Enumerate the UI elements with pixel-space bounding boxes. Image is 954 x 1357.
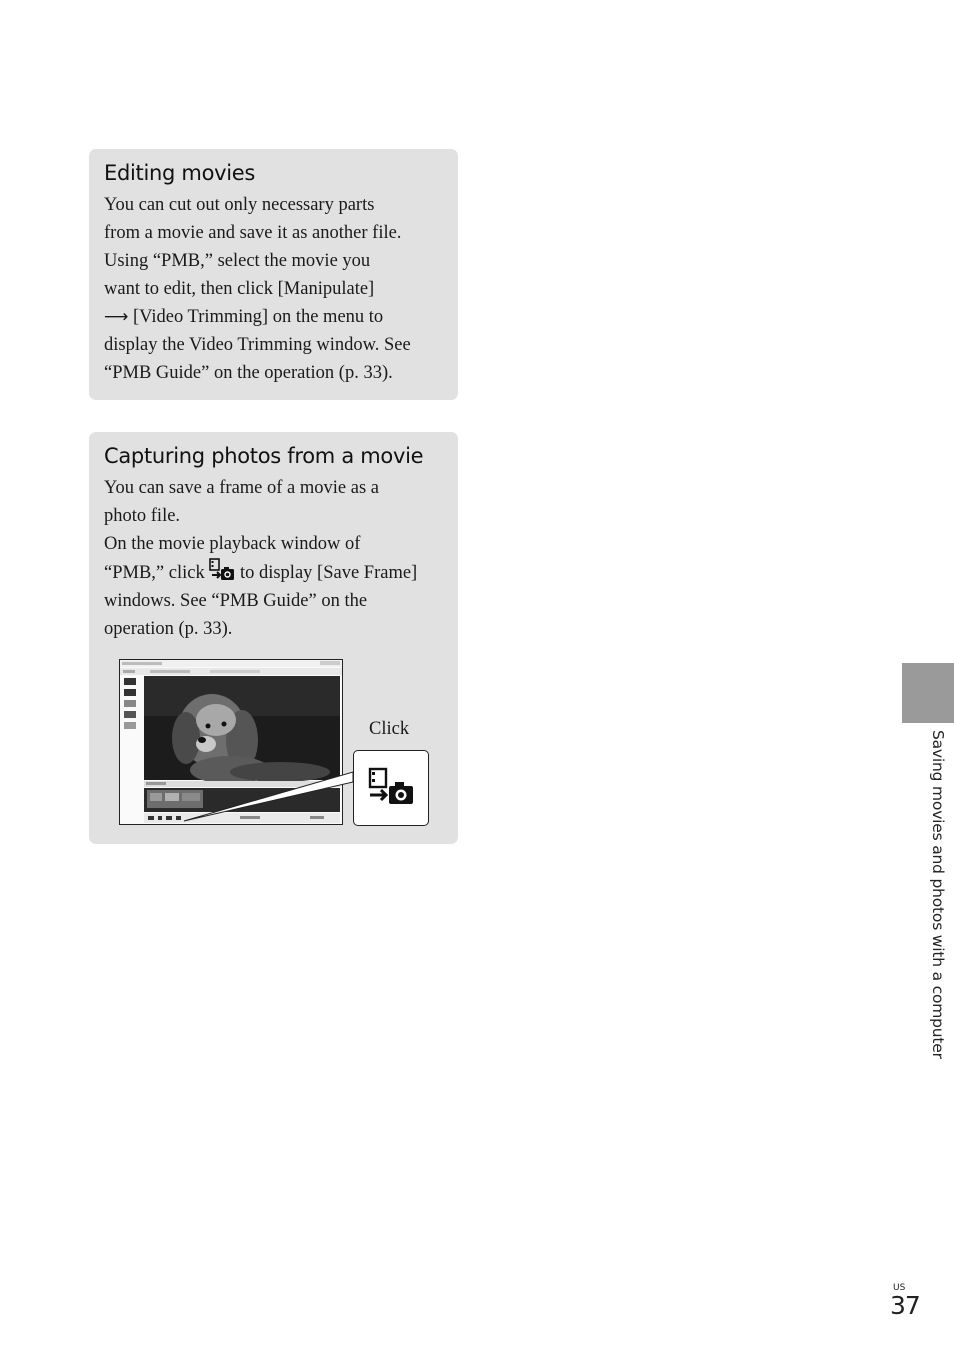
body-line: You can cut out only necessary parts bbox=[104, 195, 375, 215]
body-line: On the movie playback window of bbox=[104, 534, 361, 554]
body-line: want to edit, then click [Manipulate] bbox=[104, 279, 375, 299]
body-line: “PMB Guide” on the operation (p. 33). bbox=[104, 363, 393, 383]
body-line: operation (p. 33). bbox=[104, 619, 233, 639]
page-number: 37 bbox=[890, 1291, 920, 1320]
body-line: You can save a frame of a movie as a bbox=[104, 478, 380, 498]
body-line: photo file. bbox=[104, 506, 181, 526]
capturing-photos-section bbox=[89, 432, 458, 844]
save-frame-zoom bbox=[353, 750, 429, 826]
body-line: to display [Save Frame] bbox=[239, 563, 418, 583]
body-line: from a movie and save it as another file. bbox=[104, 223, 402, 243]
body-line: Using “PMB,” select the movie you bbox=[104, 251, 371, 271]
body-line: windows. See “PMB Guide” on the bbox=[104, 591, 368, 611]
page-region: US bbox=[893, 1283, 906, 1293]
save-frame-icon bbox=[354, 751, 427, 824]
body-line: “PMB,” click bbox=[104, 563, 205, 583]
click-label: Click bbox=[369, 719, 410, 739]
chapter-tab bbox=[902, 663, 954, 723]
section-body bbox=[104, 191, 444, 387]
section-title: Capturing photos from a movie bbox=[104, 444, 424, 468]
body-line: [Video Trimming] on the menu to bbox=[133, 307, 384, 327]
right-arrow-icon: ⟶ bbox=[104, 307, 129, 327]
section-title: Editing movies bbox=[104, 161, 256, 185]
body-line: display the Video Trimming window. See bbox=[104, 335, 411, 355]
editing-movies-section bbox=[89, 149, 458, 400]
chapter-title: Saving movies and photos with a computer bbox=[929, 730, 947, 1059]
